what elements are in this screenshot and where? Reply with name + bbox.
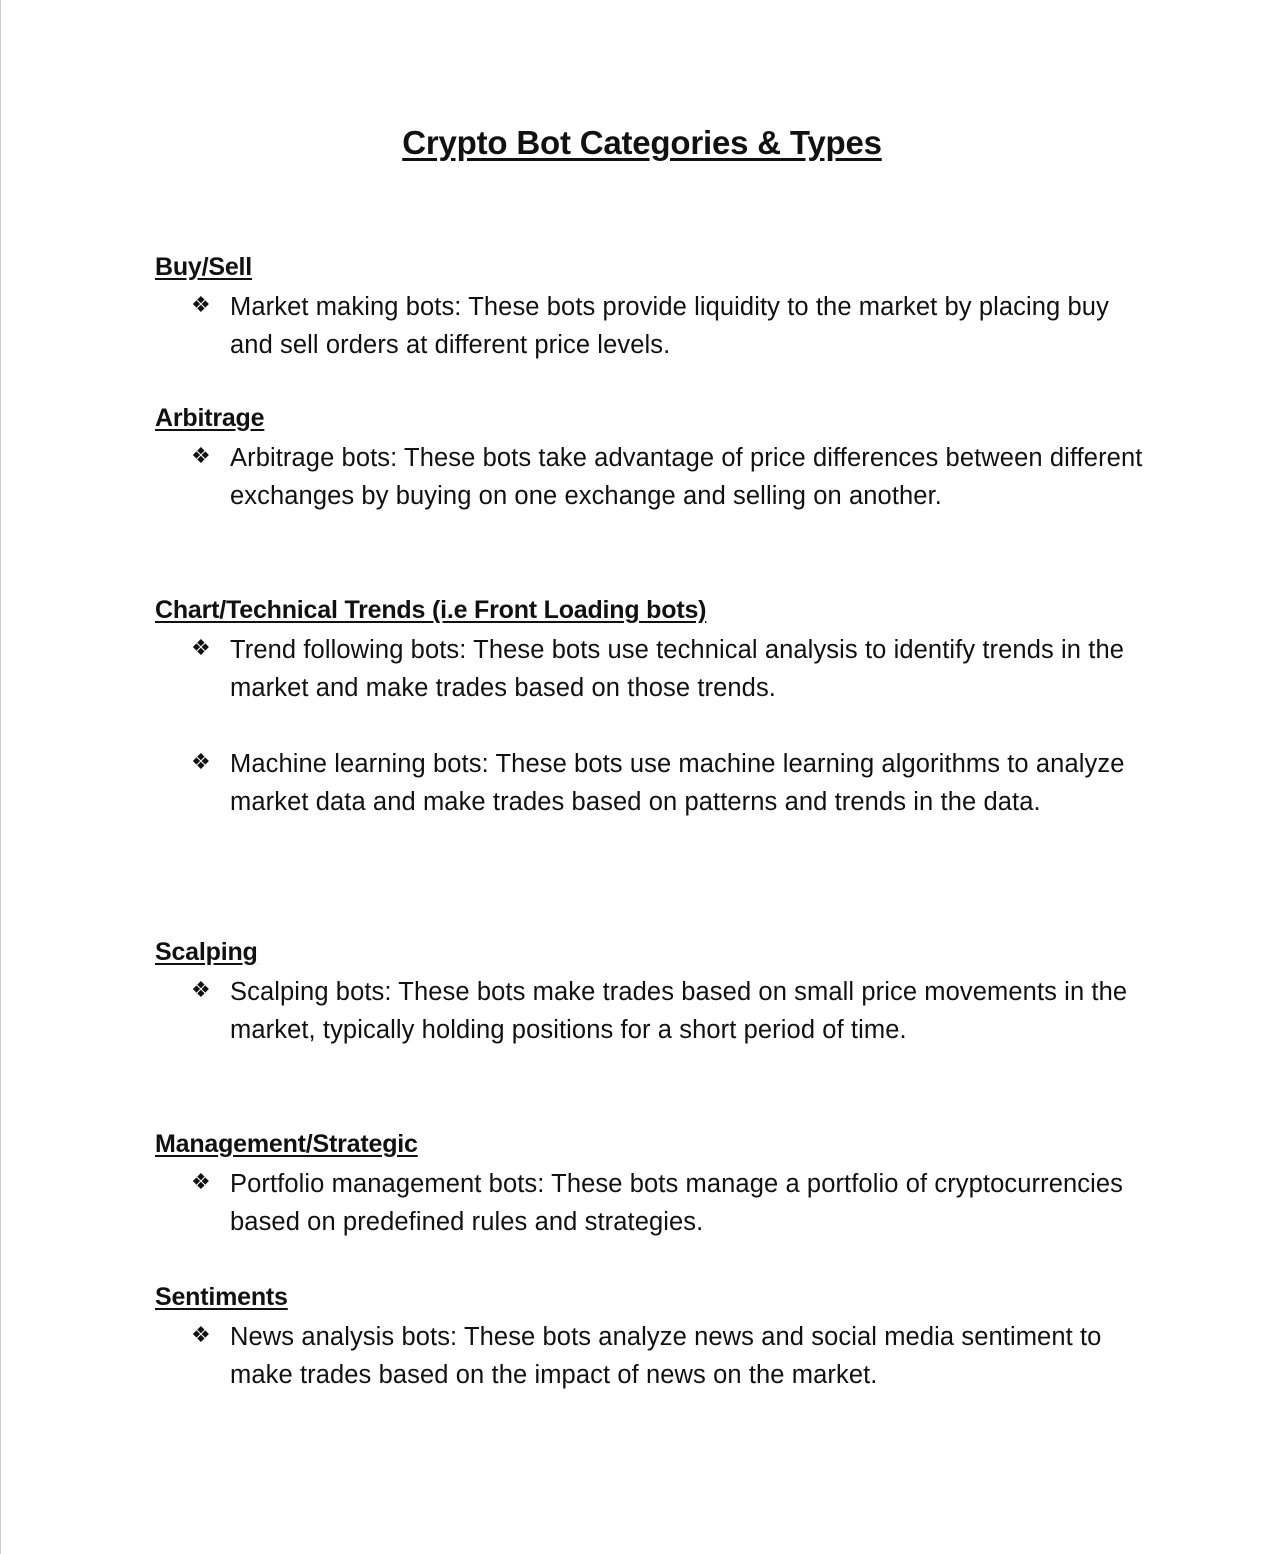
section-chart-technical-trends bbox=[155, 595, 1155, 821]
list-item-text: Arbitrage bots: These bots take advantage of price differences between different exchanges by buying on one exchange and selling on another. bbox=[230, 444, 1143, 510]
section-management-strategic bbox=[155, 1129, 1155, 1241]
section-heading: Scalping bbox=[155, 938, 258, 966]
diamond-bullet-icon: ❖ bbox=[191, 1323, 211, 1348]
list-item-text: Scalping bots: These bots make trades based on small price movements in the market, typically holding positions for a short period of time. bbox=[230, 978, 1128, 1044]
list-item-text: Portfolio management bots: These bots manage a portfolio of cryptocurrencies based on predefined rules and strategies. bbox=[230, 1170, 1124, 1236]
list-item bbox=[155, 439, 1155, 515]
section-heading: Arbitrage bbox=[155, 404, 265, 432]
list-item-text: Trend following bots: These bots use technical analysis to identify trends in the market and make trades based on those trends. bbox=[230, 636, 1125, 702]
page-title: Crypto Bot Categories & Types bbox=[402, 124, 882, 161]
section-heading: Sentiments bbox=[155, 1283, 288, 1311]
list-item bbox=[155, 288, 1155, 364]
list-item-text: Market making bots: These bots provide liquidity to the market by placing buy and sell orders at different price levels. bbox=[230, 293, 1109, 359]
section-heading: Management/Strategic bbox=[155, 1130, 418, 1158]
diamond-bullet-icon: ❖ bbox=[191, 1170, 211, 1195]
diamond-bullet-icon: ❖ bbox=[191, 978, 211, 1003]
list-item bbox=[155, 973, 1155, 1049]
section-scalping bbox=[155, 937, 1155, 1049]
list-item-text: Machine learning bots: These bots use machine learning algorithms to analyze market data and make trades based on patterns and trends in the data. bbox=[230, 750, 1125, 816]
section-sentiments bbox=[155, 1282, 1155, 1394]
section-heading: Buy/Sell bbox=[155, 253, 253, 281]
diamond-bullet-icon: ❖ bbox=[191, 750, 211, 775]
list-item bbox=[155, 631, 1155, 707]
section-arbitrage bbox=[155, 403, 1155, 515]
list-item bbox=[155, 1318, 1155, 1394]
section-heading: Chart/Technical Trends (i.e Front Loading bots) bbox=[155, 596, 707, 624]
diamond-bullet-icon: ❖ bbox=[191, 444, 211, 469]
section-buy-sell bbox=[155, 252, 1155, 364]
list-item bbox=[155, 1165, 1155, 1241]
diamond-bullet-icon: ❖ bbox=[191, 636, 211, 661]
list-item bbox=[155, 745, 1155, 821]
list-item-text: News analysis bots: These bots analyze news and social media sentiment to make trades based on the impact of news on the market. bbox=[230, 1323, 1102, 1389]
diamond-bullet-icon: ❖ bbox=[191, 293, 211, 318]
